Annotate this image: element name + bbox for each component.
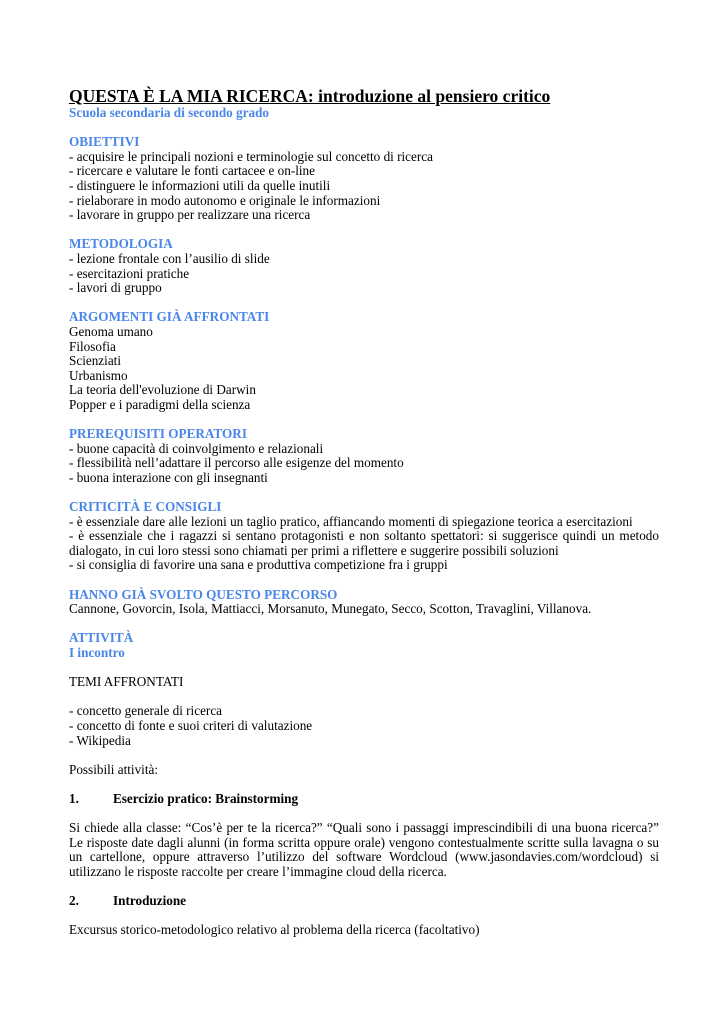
section-heading: CRITICITÀ E CONSIGLI xyxy=(69,499,222,515)
step-number: 1. xyxy=(69,790,79,806)
list-item: - buona interazione con gli insegnanti xyxy=(69,469,268,485)
list-item: La teoria dell'evoluzione di Darwin xyxy=(69,382,256,398)
section-heading: OBIETTIVI xyxy=(69,134,140,150)
section-argomenti xyxy=(69,310,659,412)
possibili-label: Possibili attività: xyxy=(69,761,159,777)
list-item: - è essenziale dare alle lezioni un taglio pratico, affiancando momenti di spiegazione teorica a esercitazioni xyxy=(69,513,633,529)
list-item: - concetto di fonte e suoi criteri di valutazione xyxy=(69,717,313,733)
list-item: - esercitazioni pratiche xyxy=(69,265,190,281)
section-obiettivi xyxy=(69,135,659,223)
list-item: Genoma umano xyxy=(69,323,153,339)
list-item: - si consiglia di favorire una sana e produttiva competizione fra i gruppi xyxy=(69,557,448,573)
step-2-text: Excursus storico-metodologico relativo al problema della ricerca (facoltativo) xyxy=(69,922,480,938)
page-subtitle: Scuola secondaria di secondo grado xyxy=(69,105,270,120)
section-criticita xyxy=(69,500,659,573)
list-item: - lezione frontale con l’ausilio di slide xyxy=(69,250,270,266)
list-item: Scienziati xyxy=(69,353,121,369)
list-item: - buone capacità di coinvolgimento e relazionali xyxy=(69,440,324,456)
list-item: - è essenziale che i ragazzi si sentano protagonisti e non soltanto spettatori: si suggerisce quindi un metodo dialogato, in cui loro stessi sono chiamati per primi a riflettere e suggerire possibili soluzioni xyxy=(69,528,659,558)
step-title: Esercizio pratico: Brainstorming xyxy=(113,790,299,806)
section-heading: METODOLOGIA xyxy=(69,236,173,252)
temi-label: TEMI AFFRONTATI xyxy=(69,674,184,690)
page-title: QUESTA È LA MIA RICERCA: introduzione al pensiero critico xyxy=(69,86,551,106)
section-attivita xyxy=(69,631,659,937)
section-subheading: I incontro xyxy=(69,644,125,660)
document-body xyxy=(69,86,659,938)
list-item: - lavori di gruppo xyxy=(69,280,162,296)
section-heading: HANNO GIÀ SVOLTO QUESTO PERCORSO xyxy=(69,586,338,602)
list-item: - rielaborare in modo autonomo e originale le informazioni xyxy=(69,192,381,208)
section-prerequisiti xyxy=(69,427,659,485)
step-2-heading xyxy=(69,894,659,909)
step-1-heading xyxy=(69,792,659,807)
list-item: - Wikipedia xyxy=(69,732,131,748)
list-item: Popper e i paradigmi della scienza xyxy=(69,396,251,412)
names-list: Cannone, Govorcin, Isola, Mattiacci, Morsanuto, Munegato, Secco, Scotton, Travaglini, Villanova. xyxy=(69,601,592,617)
section-heading: ARGOMENTI GIÀ AFFRONTATI xyxy=(69,309,270,325)
section-heading: PREREQUISITI OPERATORI xyxy=(69,426,247,442)
step-number: 2. xyxy=(69,893,79,909)
list-item: Filosofia xyxy=(69,338,116,354)
list-item: - lavorare in gruppo per realizzare una ricerca xyxy=(69,207,311,223)
list-item: - concetto generale di ricerca xyxy=(69,703,223,719)
section-metodologia xyxy=(69,237,659,295)
step-title: Introduzione xyxy=(113,893,187,909)
list-item: Urbanismo xyxy=(69,367,128,383)
list-item: - flessibilità nell’adattare il percorso alle esigenze del momento xyxy=(69,455,404,471)
list-item: - acquisire le principali nozioni e terminologie sul concetto di ricerca xyxy=(69,148,433,164)
section-svolto xyxy=(69,588,659,617)
step-1-text: Si chiede alla classe: “Cos’è per te la ricerca?” “Quali sono i passaggi imprescindibili di una buona ricerca?” Le risposte date dagli alunni (in forma scritta oppure orale) vengono contestualmente scritte sulla lavagna o su un cartellone, oppure attraverso l’utilizzo del software Wordcloud (www.jasondavies.com/wordcloud) si utilizzano le risposte raccolte per creare l’immagine cloud della ricerca. xyxy=(69,820,659,879)
section-heading: ATTIVITÀ xyxy=(69,630,134,646)
list-item: - ricercare e valutare le fonti cartacee e on-line xyxy=(69,163,315,179)
list-item: - distinguere le informazioni utili da quelle inutili xyxy=(69,177,331,193)
